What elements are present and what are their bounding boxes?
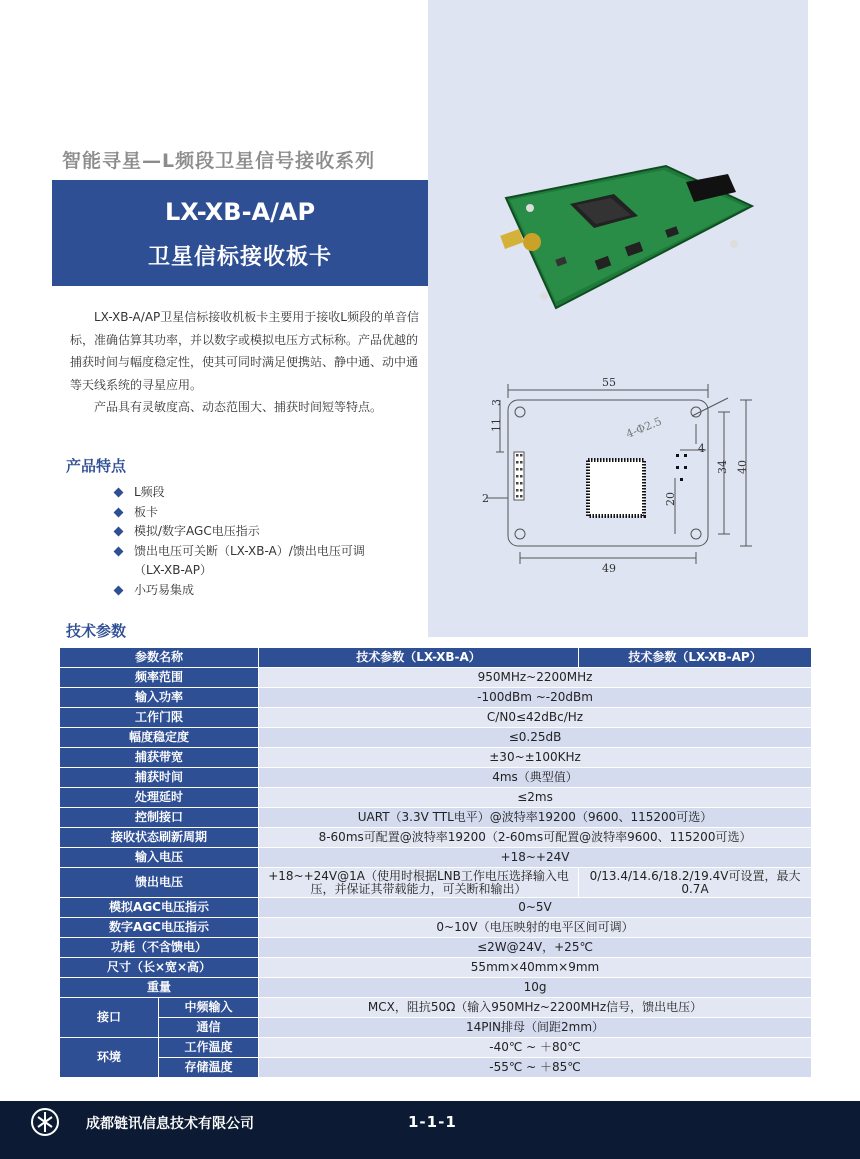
group-label: 环境	[60, 1038, 159, 1078]
product-model: LX-XB-A/AP	[164, 198, 316, 226]
feature-item: L频段	[112, 483, 365, 503]
row-label: 输入电压	[60, 848, 259, 868]
feature-item: 馈出电压可关断（LX-XB-A）/馈出电压可调	[112, 542, 365, 562]
table-row	[60, 748, 812, 768]
dim-40-label: 40	[736, 460, 749, 474]
table-row	[60, 938, 812, 958]
circuit-board-image	[496, 158, 758, 316]
sub-label: 通信	[159, 1018, 259, 1038]
row-value: 14PIN排母（间距2mm）	[259, 1018, 812, 1038]
row-label: 处理延时	[60, 788, 259, 808]
table-row	[60, 978, 812, 998]
intro-paragraph-1: LX-XB-A/AP卫星信标接收机板卡主要用于接收L频段的单音信标，准确估算其功率，并以数字或模拟电压方式标称。产品优越的捕获时间与幅度稳定性，使其可同时满足便携站、静中通、动中通等天线系统的寻星应用。	[70, 310, 419, 392]
row-value: MCX，阻抗50Ω（输入950MHz~2200MHz信号，馈出电压）	[259, 998, 812, 1018]
table-header-row	[60, 648, 812, 668]
dim-55-label: 55	[602, 376, 616, 389]
table-row	[60, 828, 812, 848]
dim-20-label: 20	[664, 492, 677, 506]
row-label: 接收状态刷新周期	[60, 828, 259, 848]
intro-text	[70, 306, 420, 419]
row-label: 尺寸（长×宽×高）	[60, 958, 259, 978]
dimension-drawing	[470, 368, 760, 578]
dim-hole-label: 4-Φ2.5	[624, 414, 664, 441]
row-value: 0~10V（电压映射的电平区间可调）	[259, 918, 812, 938]
product-name: 卫星信标接收板卡	[147, 245, 332, 270]
footer-bar	[0, 1101, 860, 1159]
group-label: 接口	[60, 998, 159, 1038]
product-title-box	[52, 180, 428, 286]
row-value-a: +18~+24V@1A（使用时根据LNB工作电压选择输入电压，并保证其带载能力，可关断和输出）	[259, 868, 579, 898]
row-value: C/N0≤42dBc/Hz	[259, 708, 812, 728]
company-logo-icon	[30, 1107, 60, 1137]
specs-heading: 技术参数	[66, 622, 127, 640]
row-label: 模拟AGC电压指示	[60, 898, 259, 918]
company-name: 成都链讯信息技术有限公司	[86, 1116, 254, 1132]
diamond-bullet-icon	[114, 488, 124, 498]
table-row	[60, 848, 812, 868]
features-heading: 产品特点	[66, 457, 127, 475]
intro-paragraph-2: 产品具有灵敏度高、动态范围大、捕获时间短等特点。	[94, 400, 383, 414]
row-label: 工作门限	[60, 708, 259, 728]
row-label: 幅度稳定度	[60, 728, 259, 748]
row-label: 频率范围	[60, 668, 259, 688]
dim-49-label: 49	[602, 562, 616, 575]
row-label: 捕获时间	[60, 768, 259, 788]
row-value: ≤0.25dB	[259, 728, 812, 748]
feature-item: 模拟/数字AGC电压指示	[112, 522, 365, 542]
series-title: 智能寻星—L频段卫星信号接收系列	[62, 150, 376, 172]
row-label: 功耗（不含馈电）	[60, 938, 259, 958]
sub-label: 存储温度	[159, 1058, 259, 1078]
table-header: 技术参数（LX-XB-AP）	[579, 648, 812, 668]
dim-3-label: 3	[490, 399, 503, 406]
spec-table	[59, 647, 812, 1078]
row-value: -55℃ ~ ＋85℃	[259, 1058, 812, 1078]
diamond-bullet-icon	[114, 507, 124, 517]
row-value: 4ms（典型值）	[259, 768, 812, 788]
table-row	[60, 788, 812, 808]
table-row	[60, 708, 812, 728]
row-label: 数字AGC电压指示	[60, 918, 259, 938]
dim-4-label: 4	[698, 442, 705, 455]
dim-11-label: 11	[490, 418, 503, 432]
row-value: ≤2ms	[259, 788, 812, 808]
table-row-environment	[60, 1038, 812, 1058]
table-row	[60, 768, 812, 788]
row-value: 8-60ms可配置@波特率19200（2-60ms可配置@波特率9600、115200可选）	[259, 828, 812, 848]
row-value: 950MHz~2200MHz	[259, 668, 812, 688]
feature-item: 小巧易集成	[112, 581, 365, 601]
row-value: -100dBm ~-20dBm	[259, 688, 812, 708]
sub-label: 中频输入	[159, 998, 259, 1018]
row-value: 0~5V	[259, 898, 812, 918]
diamond-bullet-icon	[114, 585, 124, 595]
row-value: UART（3.3V TTL电平）@波特率19200（9600、115200可选）	[259, 808, 812, 828]
table-row	[60, 808, 812, 828]
table-row	[60, 898, 812, 918]
feature-item: 板卡	[112, 503, 365, 523]
dim-2-label: 2	[482, 492, 489, 505]
row-value: -40℃ ~ ＋80℃	[259, 1038, 812, 1058]
table-row	[60, 1018, 812, 1038]
row-value: ≤2W@24V，+25℃	[259, 938, 812, 958]
table-header: 参数名称	[60, 648, 259, 668]
row-value: +18~+24V	[259, 848, 812, 868]
table-row	[60, 668, 812, 688]
table-row	[60, 918, 812, 938]
row-label: 捕获带宽	[60, 748, 259, 768]
row-value: 55mm×40mm×9mm	[259, 958, 812, 978]
table-row	[60, 728, 812, 748]
diamond-bullet-icon	[114, 527, 124, 537]
table-row	[60, 1058, 812, 1078]
diamond-bullet-icon	[114, 546, 124, 556]
table-header: 技术参数（LX-XB-A）	[259, 648, 579, 668]
features-list	[112, 483, 365, 600]
page-number: 1-1-1	[408, 1113, 457, 1131]
table-row	[60, 688, 812, 708]
sub-label: 工作温度	[159, 1038, 259, 1058]
row-value: 10g	[259, 978, 812, 998]
row-value: ±30~±100KHz	[259, 748, 812, 768]
table-row-feed-voltage	[60, 868, 812, 898]
row-label: 控制接口	[60, 808, 259, 828]
row-label: 重量	[60, 978, 259, 998]
row-label: 输入功率	[60, 688, 259, 708]
table-row	[60, 958, 812, 978]
table-row-interface	[60, 998, 812, 1018]
row-label: 馈出电压	[60, 868, 259, 898]
row-value-ap: 0/13.4/14.6/18.2/19.4V可设置，最大0.7A	[579, 868, 812, 898]
dim-34-label: 34	[716, 460, 729, 474]
feature-item-continued: （LX-XB-AP）	[134, 563, 213, 577]
